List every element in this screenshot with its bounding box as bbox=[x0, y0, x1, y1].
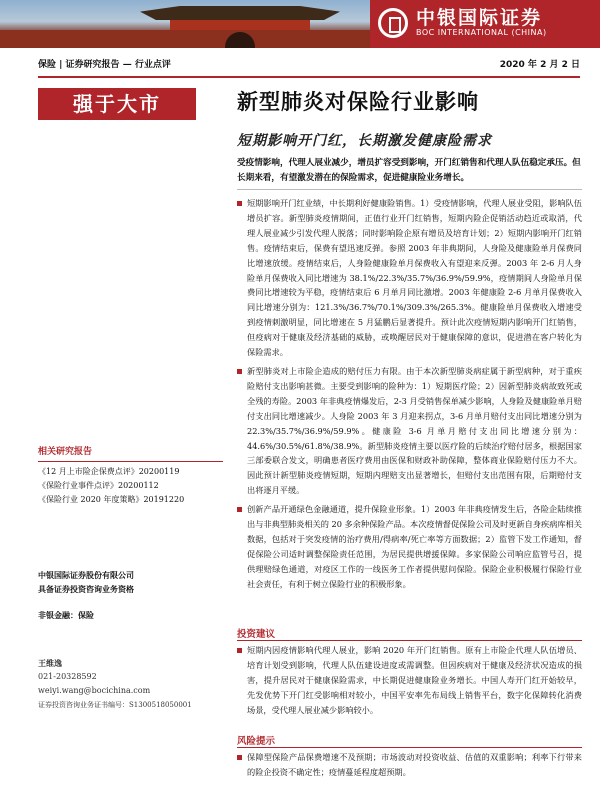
lead-divider bbox=[237, 189, 582, 190]
investment-section bbox=[237, 643, 582, 720]
report-date: 2020 年 2 月 2 日 bbox=[499, 60, 580, 70]
related-divider bbox=[38, 461, 223, 462]
body-paragraph: 短期影响开门红业绩，中长期利好健康险销售。1）受疫情影响，代理人展业受阻，影响队伍增员扩容。新型肺炎疫情期间，正值行业开门红销售，短期内险企促销活动趋近或取消，代理人展业减少引发代理人脱落；同时影响险企原有增员及培育计划；2）短期内影响开门红销售。疫情结束后，保费有望迅速反弹。参照 2003 年非典期间，人身险及健康险单月保费同比增速放缓。疫情结束后，人身险健康险单月保费收入有望迎来反弹。2003 年 2-6 月人身险单月保费收入同比增速为 38.1%/22.3%/35.7%/36.9%/59.9%，疫情期间人身险单月保费同比增速较为平稳，疫情结束后 6 月单月同比激增。2003 年健康险 2-6 月单月保费收入同比增速分别为：121.3%/36.7%/70.1%/309.3%/265.3%。健康险单月保费收入增速受到疫情刺激明显，同比增速在 5 月猛鹏后显著提升。预计此次疫情短期内影响开门红销售，但疫病对于健康及经济基础的威胁，或唤醒居民对于健康保障的意识，促进潜在客户转化为保险需求。 bbox=[237, 196, 582, 360]
risk-section bbox=[237, 750, 582, 782]
company-name: 中银国际证券股份有限公司 bbox=[38, 570, 134, 580]
analyst-phone: 021-20328592 bbox=[38, 672, 97, 681]
related-reports bbox=[38, 445, 223, 507]
risk-heading: 风险提示 bbox=[237, 736, 276, 747]
related-item[interactable]: 《保险行业事件点评》20200112 bbox=[38, 481, 159, 490]
industry-label: 非银金融：保险 bbox=[38, 610, 94, 620]
body-paragraph: 创新产品开通绿色金融通道，提升保险业形象。1）2003 年非典疫情发生后，各险企陆续推出与非典型肺炎相关的 20 多余种保险产品。本次疫情督促保险公司及时更新自身疾病库相关数据，包括对于突发疫情的治疗费用/得病率/死亡率等方面数据；2）监管下发工作通知，督促保险公司适时调整保险责任范围，为居民提供增援保障。多家保险公司响应监管号召，提供理赔绿色通道，对疫区工作的一线医务工作者提供慰问保险。保险企业积极履行保险行业社会责任，有利于树立保险行业的积极形象。 bbox=[237, 502, 582, 591]
report-body bbox=[237, 196, 582, 596]
report-topbar bbox=[38, 57, 580, 73]
logo-name-cn: 中银国际证券 bbox=[416, 7, 543, 29]
company-qualification: 具备证券投资咨询业务资格 bbox=[38, 584, 134, 594]
investment-text: 短期内因疫情影响代理人展业，影响 2020 年开门红销售。原有上市险企代理人队伍增员、培育计划受到影响，代理人队伍建设进度或需调整。但因疾病对于健康及经济状况造成的损害，提升居民对于健康保险需求，中长期促进健康险业务增长。中国人寿开门红开始较早，先发优势下开门红受影响相对较小，中国平安率先布局线上销售平台，数字化保障转化消费场景，受代理人展业减少影响较小。 bbox=[237, 643, 582, 718]
risk-divider bbox=[237, 747, 582, 748]
investment-divider bbox=[237, 640, 582, 641]
report-subtitle: 短期影响开门红，长期激发健康险需求 bbox=[237, 133, 492, 149]
related-heading: 相关研究报告 bbox=[38, 447, 93, 457]
palace-roof-shape bbox=[140, 6, 340, 20]
palace-beam-shape bbox=[170, 20, 310, 30]
related-item[interactable]: 《保险行业 2020 年度策略》20191220 bbox=[38, 495, 185, 504]
related-item[interactable]: 《12 月上市险企保费点评》20200119 bbox=[38, 467, 180, 476]
header-divider bbox=[38, 76, 580, 78]
brand-logo bbox=[370, 0, 600, 48]
analyst-license: 证券投资咨询业务证书编号：S1300518050001 bbox=[38, 701, 192, 709]
risk-text: 保障型保险产品保费增速不及预期；市场波动对投资收益、估值的双重影响；利率下行带来的险企投资不确定性；疫情蔓延程度超预期。 bbox=[237, 750, 582, 780]
report-lead: 受疫情影响，代理人展业减少，增员扩容受到影响，开门红销售和代理人队伍稳定承压。但长期来看，有望激发潜在的保险需求，促进健康险业务增长。 bbox=[237, 158, 581, 183]
rating-badge: 强于大市 bbox=[38, 88, 196, 120]
body-paragraph: 新型肺炎对上市险企造成的赔付压力有限。由于本次新型肺炎病症属于新型病种，对于重疾险赔付支出影响甚微。主要受到影响的险种为：1）短期医疗险；2）因新型肺炎病故致死或全残的寿险。2003 年非典疫情爆发后，2-3 月受销售保单减少影响，人身险及健康险单月赔付支出同比增速减少。人身险 2003 年 3 月迎来拐点，3-6 月单月赔付支出同比增速分别为 22.3%/35.7%/36.9%/59.9%。健康险 3-6 月单月赔付支出同比增速分别为：44.6%/30.5%/61.8%/38.9%。新型肺炎疫情主要以医疗险的后续治疗赔付居多，根据国家三部委联合发文，明确患者医疗费用由医保和财政补助保障，整体商业保险赔付压力不大。因此预计新型肺炎疫情短期，短期内理赔支出显著增长，但赔付支出范围有限，后期赔付支出将逐月平缓。 bbox=[237, 364, 582, 498]
logo-name-en: BOC INTERNATIONAL (CHINA) bbox=[416, 28, 547, 37]
investment-heading: 投资建议 bbox=[237, 629, 276, 640]
boc-logo-icon bbox=[378, 8, 408, 38]
report-title: 新型肺炎对保险行业影响 bbox=[237, 90, 479, 114]
breadcrumb: 保险 | 证券研究报告 — 行业点评 bbox=[38, 60, 171, 70]
analyst-name: 王维逸 bbox=[38, 658, 62, 668]
company-info bbox=[38, 568, 223, 596]
analyst-info bbox=[38, 656, 223, 712]
analyst-email[interactable]: weiyi.wang@bocichina.com bbox=[38, 686, 151, 695]
